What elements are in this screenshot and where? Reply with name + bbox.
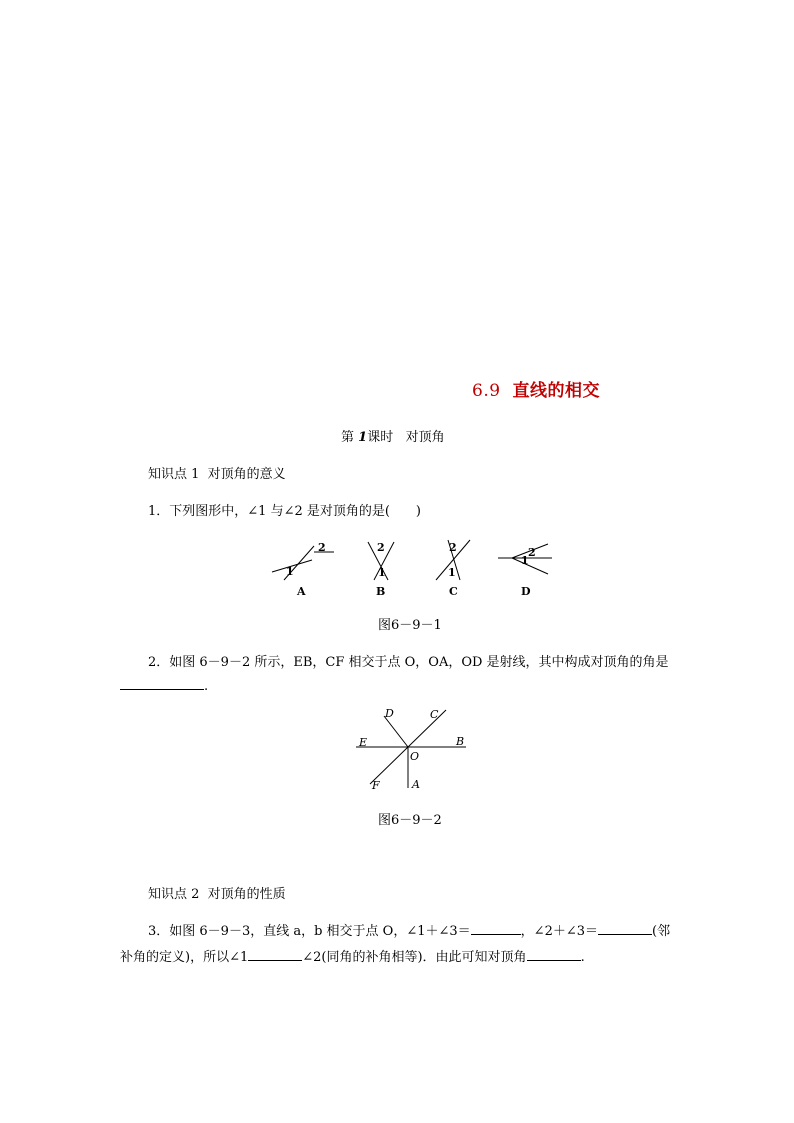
q3-blank-2[interactable] — [598, 922, 652, 935]
option-d-line-3 — [512, 558, 548, 574]
q3-blank-3[interactable] — [248, 948, 302, 961]
question-1-text: 1．下列图形中，∠1 与∠2 是对顶角的是( ) — [148, 504, 422, 519]
kp2-title: 对顶角的性质 — [207, 887, 286, 902]
q3-text-2: ，∠2＋∠3＝ — [520, 924, 598, 939]
question-2-end: . — [204, 679, 209, 694]
lesson-number: 1 — [358, 430, 368, 445]
question-2-answer-line — [120, 677, 208, 694]
option-d-label: D — [521, 585, 531, 598]
question-2-blank[interactable] — [120, 677, 204, 690]
q3-blank-4[interactable] — [527, 948, 581, 961]
q3-text-3: (邻 — [652, 924, 671, 939]
q3-text-4: 补角的定义)，所以∠1 — [120, 950, 249, 965]
lesson-subtitle — [341, 426, 445, 445]
point-a-label: A — [412, 778, 420, 791]
option-a-label: A — [297, 585, 306, 598]
section-title: 直线的相交 — [512, 381, 601, 401]
option-b-label: B — [376, 585, 386, 598]
point-c-label: C — [430, 708, 439, 721]
point-d-label: D — [385, 707, 394, 720]
kp2-label: 知识点 2 — [148, 887, 200, 902]
point-e-label: E — [359, 736, 368, 749]
q3-text-5: ∠2(同角的补角相等)．由此可知对顶角 — [302, 950, 527, 965]
lesson-title: 对顶角 — [405, 430, 445, 445]
kp1-title: 对顶角的意义 — [207, 467, 286, 482]
option-c-angle-2: 2 — [449, 541, 457, 554]
figure-6-9-2-caption: 图6－9－2 — [378, 813, 442, 828]
figure-6-9-2 — [352, 704, 472, 796]
figure-6-9-1 — [262, 534, 562, 602]
lesson-suffix: 课时 — [367, 430, 394, 445]
ray-od — [384, 716, 408, 747]
option-b-angle-2: 2 — [377, 541, 385, 554]
option-d-angle-1: 1 — [521, 554, 529, 567]
section-number: 6.9 — [472, 381, 501, 401]
option-d-angle-2: 2 — [528, 546, 536, 559]
question-3-line-2 — [120, 946, 585, 965]
knowledge-point-2 — [148, 883, 286, 902]
figure-6-9-1-caption: 图6－9－1 — [378, 618, 442, 633]
point-f-label: F — [372, 779, 380, 792]
q3-text-1: 3．如图 6－9－3，直线 a，b 相交于点 O，∠1＋∠3＝ — [148, 924, 471, 939]
option-b-angle-1: 1 — [378, 566, 386, 579]
kp1-label: 知识点 1 — [148, 467, 200, 482]
knowledge-point-1 — [148, 463, 286, 482]
option-c-label: C — [449, 585, 458, 598]
point-o-label: O — [410, 750, 420, 763]
section-heading — [472, 376, 600, 401]
question-2-text: 2．如图 6－9－2 所示，EB，CF 相交于点 O，OA，OD 是射线，其中构成对顶角的角是 — [148, 655, 669, 670]
option-a-angle-2: 2 — [318, 541, 326, 554]
option-c-angle-1: 1 — [448, 566, 456, 579]
q3-blank-1[interactable] — [471, 922, 521, 935]
q3-text-6: . — [580, 950, 585, 965]
option-a-angle-1: 1 — [286, 565, 294, 578]
question-3-line-1 — [148, 920, 670, 939]
point-b-label: B — [456, 735, 465, 748]
lesson-prefix: 第 — [341, 430, 355, 445]
